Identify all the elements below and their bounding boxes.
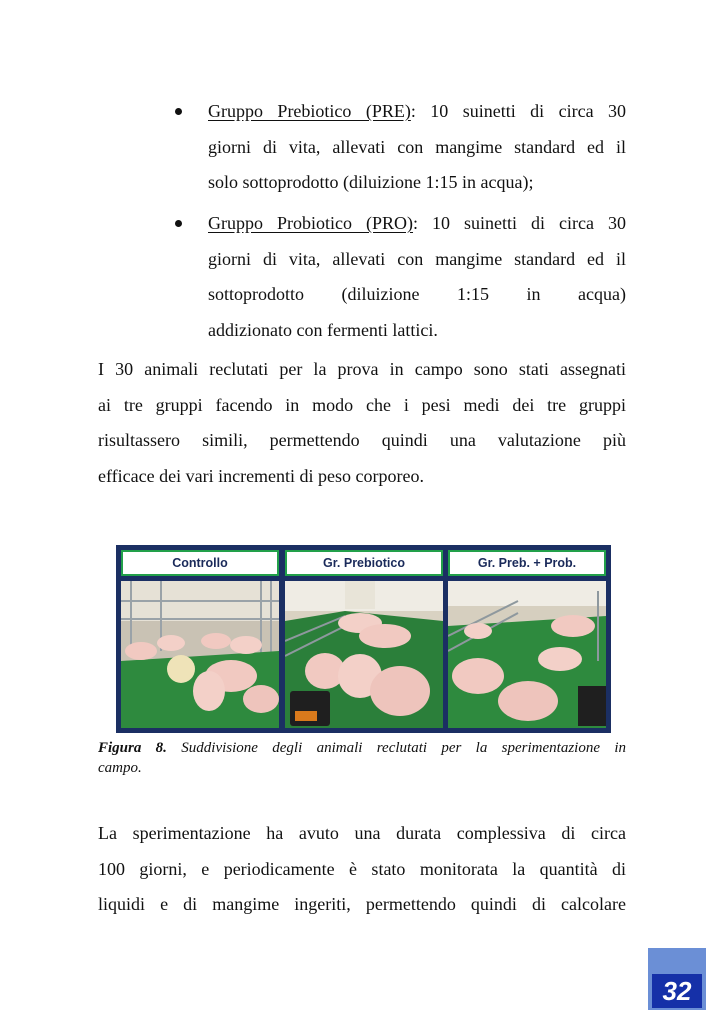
panel-label: Gr. Prebiotico bbox=[285, 550, 443, 576]
paragraph-assignment: I 30 animali reclutati per la prova in campo sono stati assegnati ai tre gruppi facendo in modo che i pesi medi dei tre gruppi risultassero simili, permettendo quindi una valutazione più efficace dei vari incrementi di peso corporeo. bbox=[98, 359, 626, 486]
group-term-pre: Gruppo Prebiotico (PRE) bbox=[208, 101, 411, 121]
page-number: 32 bbox=[652, 974, 702, 1008]
panel-preb-prob bbox=[448, 550, 606, 728]
paragraph-duration: La sperimentazione ha avuto una durata complessiva di circa 100 giorni, e periodicamente è stato monitorata la quantità di liquidi e di mangime ingeriti, permettendo quindi di calcolare bbox=[98, 823, 626, 914]
panel-label: Gr. Preb. + Prob. bbox=[448, 550, 606, 576]
figure-8-photos bbox=[116, 545, 611, 733]
bullet-item-pre: Gruppo Prebiotico (PRE): 10 suinetti di circa 30 giorni di vita, allevati con mangime standard ed il solo sottoprodotto (diluizione 1:15 in acqua); bbox=[98, 94, 626, 201]
caption-label: Figura 8. bbox=[98, 740, 167, 756]
panel-prebiotico bbox=[285, 550, 443, 728]
pig-pen-photo bbox=[448, 581, 606, 728]
bullet-dot bbox=[175, 108, 182, 115]
page-number-badge bbox=[648, 948, 706, 1010]
panel-controllo bbox=[121, 550, 279, 728]
pig-pen-photo bbox=[285, 581, 443, 728]
bullet-dot bbox=[175, 220, 182, 227]
group-term-pro: Gruppo Probiotico (PRO) bbox=[208, 213, 414, 233]
pig-pen-photo bbox=[121, 581, 279, 728]
panel-label: Controllo bbox=[121, 550, 279, 576]
figure-caption: Figura 8. Suddivisione degli animali reclutati per la sperimentazione in campo. bbox=[98, 740, 627, 776]
bullet-item-pro: Gruppo Probiotico (PRO): 10 suinetti di circa 30 giorni di vita, allevati con mangime standard ed il sottoprodotto (diluizione 1:15 in acqua) addizionato con fermenti lattici. bbox=[98, 206, 626, 348]
